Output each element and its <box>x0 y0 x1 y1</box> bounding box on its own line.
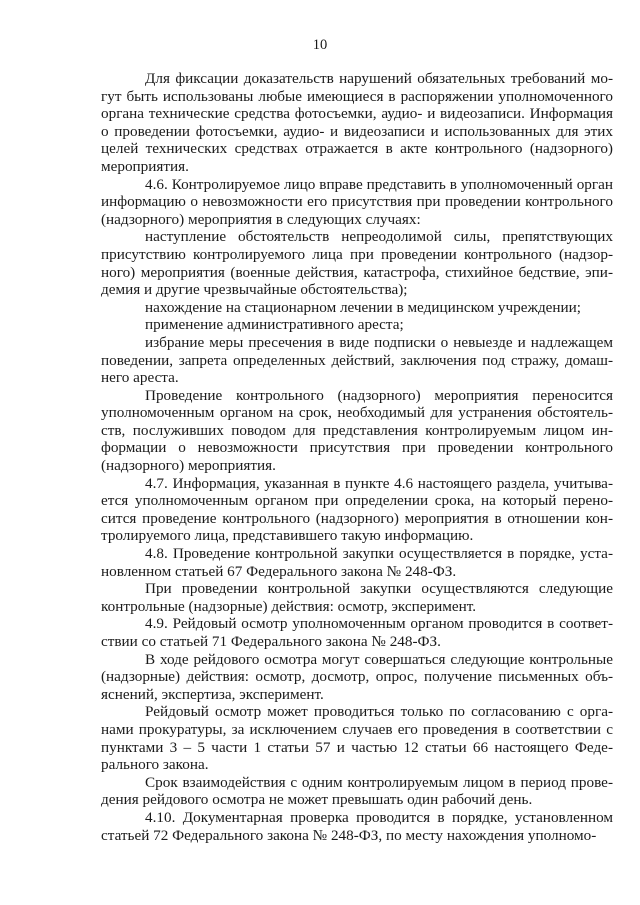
paragraph-preventive-measure: избрание меры пресечения в виде подписки о невыезде и надлежащем поведении, запрета определенных действий, заключения под стражу, домашнего ареста. <box>101 333 613 387</box>
document-body <box>101 70 613 844</box>
paragraph-hospital-treatment: нахождение на стационарном лечении в медицинском учреждении; <box>145 298 582 316</box>
paragraph-4-7: 4.7. Информация, указанная в пункте 4.6 настоящего раздела, учитывается уполномоченным органом при определении срока, на который переносится проведение контрольного (надзорного) мероприятия в отношении контролируемого лица, представившего такую информацию. <box>101 474 613 545</box>
paragraph-4-10: 4.10. Документарная проверка проводится в порядке, установленном статьей 72 Федерального закона № 248-ФЗ, по месту нахождения уполномо- <box>101 808 613 844</box>
paragraph-administrative-arrest: применение административного ареста; <box>145 316 404 334</box>
page-number: 10 <box>312 37 328 53</box>
paragraph-interaction-period: Срок взаимодействия с одним контролируемым лицом в период проведения рейдового осмотра не может превышать один рабочий день. <box>101 773 613 809</box>
paragraph-4-8: 4.8. Проведение контрольной закупки осуществляется в порядке, установленном статьей 67 Федерального закона № 248-ФЗ. <box>101 545 613 580</box>
paragraph-raid-inspection-actions: В ходе рейдового осмотра могут совершаться следующие контрольные (надзорные) действия: осмотр, досмотр, опрос, получение письменных объяснений, экспертиза, эксперимент. <box>101 650 613 703</box>
paragraph-control-purchase-actions: При проведении контрольной закупки осуществляются следующие контрольные (надзорные) действия: осмотр, эксперимент. <box>101 580 613 615</box>
paragraph-postponement: Проведение контрольного (надзорного) мероприятия переносится уполномоченным органом на срок, необходимый для устранения обстоятельств, послуживших поводом для представления контролируемым лицом информации о невозможности присутствия при проведении контрольного (надзорного) мероприятия. <box>101 386 613 475</box>
paragraph-4-6: 4.6. Контролируемое лицо вправе представить в уполномоченный орган информацию о невозможности его присутствия при проведении контрольного (надзорного) мероприятия в следующих случаях: <box>101 175 613 228</box>
paragraph-4-9: 4.9. Рейдовый осмотр уполномоченным органом проводится в соответствии со статьей 71 Федерального закона № 248-ФЗ. <box>101 615 613 650</box>
paragraph-force-majeure: наступление обстоятельств непреодолимой силы, препятствующих присутствию контролируемого лица при проведении контрольного (надзорного) мероприятия (военные действия, катастрофа, стихийное бедствие, эпидемия и другие чрезвычайные обстоятельства); <box>101 228 613 299</box>
paragraph-prosecutor-approval: Рейдовый осмотр может проводиться только по согласованию с органами прокуратуры, за исключением случаев его проведения в соответствии с пунктами 3 – 5 части 1 статьи 57 и частью 12 статьи 66 настоящего Федерального закона. <box>101 703 613 774</box>
paragraph-evidence-recording: Для фиксации доказательств нарушений обязательных требований могут быть использованы любые имеющиеся в распоряжении уполномоченного органа технические средства фотосъемки, аудио- и видеозаписи. Информация о проведении фотосъемки, аудио- и видеозаписи и использованных для этих целей технических средствах отражается в акте контрольного (надзорного) мероприятия. <box>101 70 613 175</box>
